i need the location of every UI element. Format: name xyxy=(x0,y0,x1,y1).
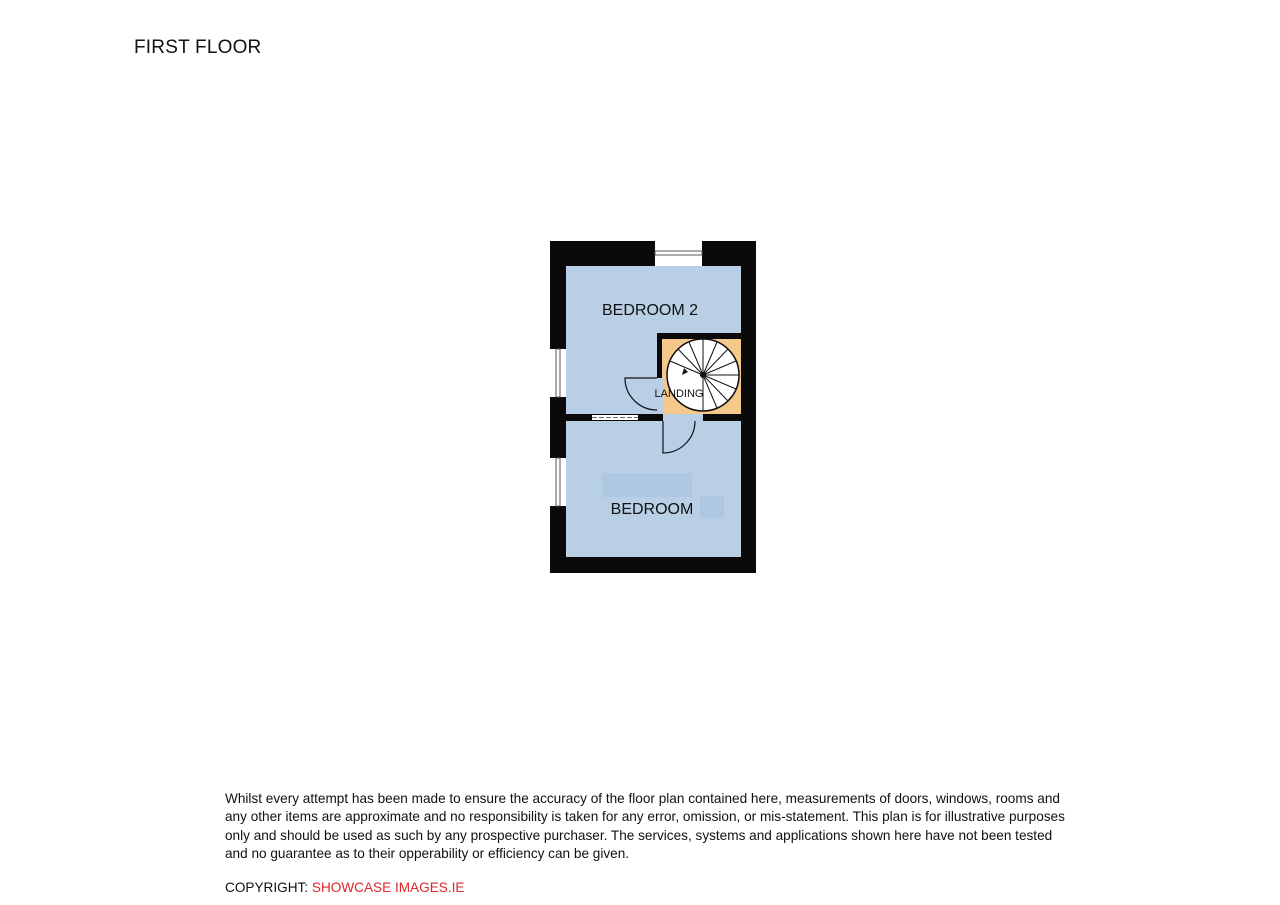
spiral-staircase xyxy=(667,339,739,411)
furniture-hint xyxy=(602,473,692,497)
window-left-upper[interactable] xyxy=(550,349,566,397)
bedroom-2-label: BEDROOM 2 xyxy=(601,302,699,319)
landing-lower-opening xyxy=(663,414,703,421)
window-left-lower[interactable] xyxy=(550,458,566,506)
wardrobe-sliding-doors xyxy=(592,415,638,420)
brand-link[interactable]: SHOWCASE IMAGES.IE xyxy=(311,880,465,895)
disclaimer-text: Whilst every attempt has been made to ensure the accuracy of the floor plan contained here, measurements of doors, windows, rooms and any other items are approximate and no responsibility is taken for any error, omission, or mis-statement. This plan is for illustrative purposes only and should be used as such by any prospective purchaser. The services, systems and applications shown here have not been tested and no guarantee as to their opperability or efficiency can be given. xyxy=(225,791,1065,861)
window-top[interactable] xyxy=(655,241,702,266)
landing-label: LANDING xyxy=(654,388,704,400)
copyright-line xyxy=(225,880,464,895)
floor-title: FIRST FLOOR xyxy=(134,37,262,58)
copyright-label: COPYRIGHT: xyxy=(225,880,309,895)
dividing-wall-right xyxy=(703,414,741,421)
furniture-hint-2 xyxy=(700,496,724,518)
bedroom-label: BEDROOM xyxy=(610,501,694,518)
